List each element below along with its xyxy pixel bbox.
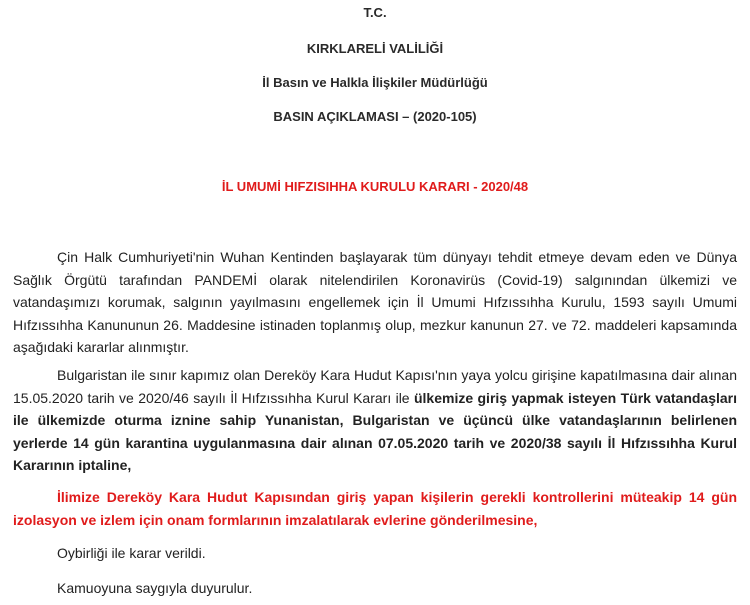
header-press-statement: BASIN AÇIKLAMASI – (2020-105) [273,109,477,124]
paragraph-decision-bold: ülkemize giriş yapmak isteyen Türk vatandaşları ile ülkemizde oturma iznine sahip Yunanistan, Bulgaristan ve üçüncü ülke vatandaşlarının belirlenen yerlerde 14 gün karantina uygulanmasına dair alınan 07.05.2020 tarih ve 2020/38 sayılı İl Hıfzıssıhha Kurul Kararının iptaline, [13,389,738,473]
decision-title: İL UMUMİ HIFZISIHHA KURULU KARARI - 2020/48 [221,179,529,194]
header-governorship: KIRKLARELİ VALİLİĞİ [306,41,444,56]
public-announcement: Kamuoyuna saygıyla duyurulur. [57,580,253,596]
header-directorate: İl Basın ve Halkla İlişkiler Müdürlüğü [262,75,488,90]
paragraph-decision-normal: Bulgaristan ile sınır kapımız olan Dereköy Kara Hudut Kapısı'nın yaya yolcu girişine kapatılmasına dair alınan 15.05.2020 tarih ve 2020/46 sayılı İl Hıfzıssıhha Kurul Kararı ile [13,367,737,406]
header-tc: T.C. [363,5,387,20]
paragraph-intro: Çin Halk Cumhuriyeti'nin Wuhan Kentinden başlayarak tüm dünyayı tehdit etmeye devam eden ve Dünya Sağlık Örgütü tarafından PANDEMİ olarak nitelendirilen Koronavirüs (Covid-19) salgınından ülkemizi ve vatandaşımızı korumak, salgının yayılmasını engellemek için İl Umumi Hıfzıssıhha Kurulu, 1593 sayılı Umumi Hıfzıssıhha Kanununun 26. Maddesine istinaden toplanmış olup, mezkur kanunun 27. ve 72. maddeleri kapsamında aşağıdaki kararlar alınmıştır. [13,249,737,355]
paragraph-isolation: İlimize Dereköy Kara Hudut Kapısından giriş yapan kişilerin gerekli kontrollerini müteakip 14 gün izolasyon ve izlem için onam formlarının imzalatılarak evlerine gönderilmesine, [13,489,737,528]
unanimous-statement: Oybirliği ile karar verildi. [57,545,206,561]
paragraph-decision [13,364,737,477]
